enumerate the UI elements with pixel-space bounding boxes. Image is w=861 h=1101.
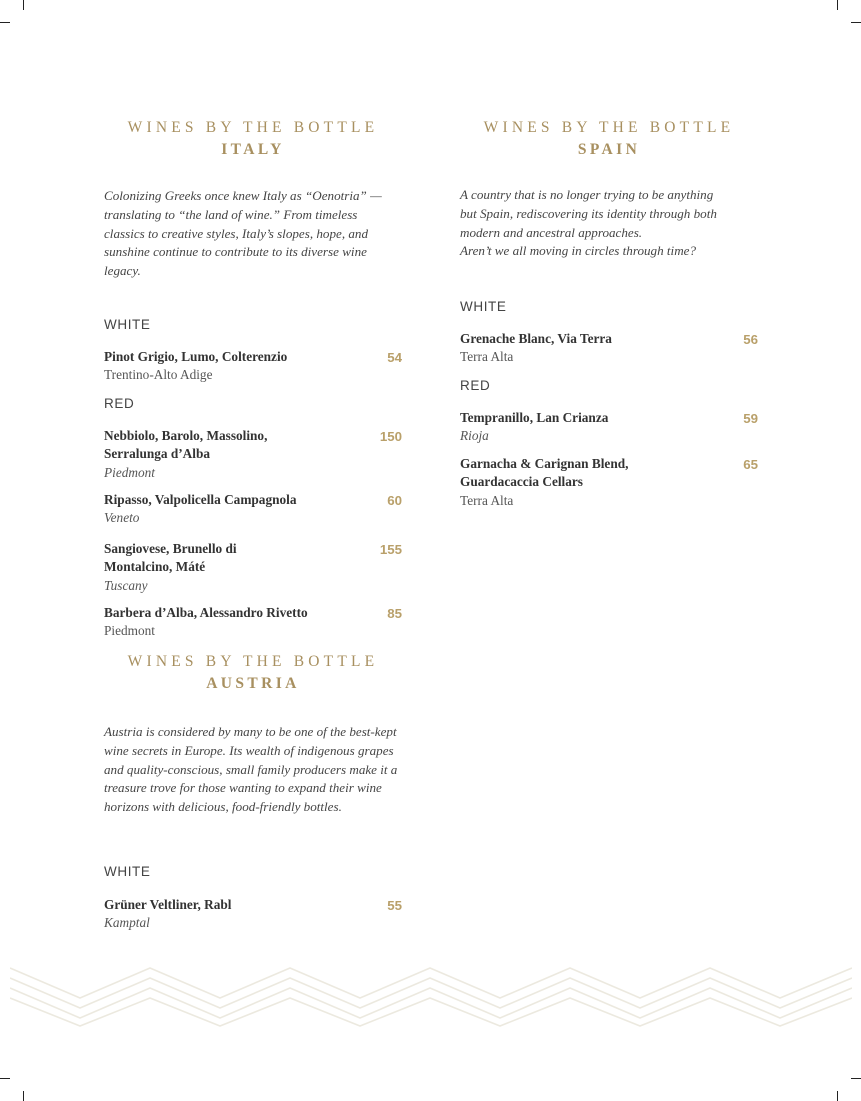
category-red: RED (460, 378, 491, 393)
wine-price: 55 (387, 898, 402, 913)
wine-name: Nebbiolo, Barolo, Massolino, Serralunga d’Alba (104, 428, 268, 462)
wine-region: Piedmont (104, 623, 155, 639)
wine-name: Barbera d’Alba, Alessandro Rivetto (104, 605, 308, 620)
wine-item (104, 896, 402, 933)
crop-mark (851, 1078, 861, 1079)
wine-item (104, 604, 402, 641)
section-spain (460, 117, 758, 517)
wine-price: 54 (387, 350, 402, 365)
category-red: RED (104, 396, 135, 411)
wine-region: Terra Alta (460, 349, 514, 365)
wine-price: 60 (387, 493, 402, 508)
section-kicker: WINES BY THE BOTTLE (483, 119, 735, 136)
intro-line: A country that is no longer trying to be anything (460, 187, 714, 202)
wine-item (104, 427, 402, 482)
wine-region: Terra Alta (460, 492, 514, 508)
wine-name: Sangiovese, Brunello di Montalcino, Máté (104, 541, 237, 575)
crop-mark (23, 0, 24, 10)
wine-price: 150 (379, 429, 402, 444)
wine-name: Grenache Blanc, Via Terra (460, 331, 612, 346)
crop-mark (0, 22, 10, 23)
wine-price: 56 (743, 332, 758, 347)
wine-item (104, 540, 402, 595)
wine-region: Piedmont (104, 464, 155, 480)
section-intro: Austria is considered by many to be one of the best-kept wine secrets in Europe. Its wealth of indigenous grapes and quality-conscious, small family producers make it a treasure trove for those wanting to expand their wine horizons with delicious, food-friendly bottles. (104, 724, 398, 815)
section-country: SPAIN (577, 141, 641, 158)
wine-region: Trentino-Alto Adige (104, 367, 213, 383)
wine-item (460, 330, 758, 367)
wine-name: Pinot Grigio, Lumo, Colterenzio (104, 349, 288, 364)
wine-price: 65 (743, 457, 758, 472)
section-austria (104, 651, 402, 941)
section-kicker: WINES BY THE BOTTLE (127, 653, 379, 670)
section-italy (104, 117, 402, 642)
section-heading (104, 651, 402, 695)
category-white: WHITE (104, 317, 151, 332)
wine-region: Kamptal (104, 915, 150, 931)
wine-item (460, 455, 758, 510)
wine-price: 59 (743, 411, 758, 426)
wine-region: Rioja (460, 428, 489, 444)
wine-region: Veneto (104, 510, 140, 526)
section-heading (460, 117, 758, 161)
decorative-chevron-band (10, 960, 852, 1030)
crop-mark (23, 1091, 24, 1101)
section-country: AUSTRIA (206, 675, 300, 692)
wine-item (460, 409, 758, 446)
intro-line: but Spain, rediscovering its identity through both (460, 205, 717, 221)
intro-line: modern and ancestral approaches. (460, 224, 643, 240)
section-kicker: WINES BY THE BOTTLE (127, 119, 379, 136)
wine-name: Tempranillo, Lan Crianza (460, 410, 609, 425)
category-white: WHITE (460, 299, 507, 314)
wine-item (104, 348, 402, 385)
crop-mark (837, 1091, 838, 1101)
section-intro (460, 186, 758, 261)
section-country: ITALY (221, 141, 285, 158)
section-heading (104, 117, 402, 161)
wine-name: Garnacha & Carignan Blend, Guardacaccia Cellars (460, 456, 629, 490)
section-intro: Colonizing Greeks once knew Italy as “Oenotria” — translating to “the land of wine.” From timeless classics to creative styles, Italy’s slopes, hope, and sunshine continue to contribute to its diverse wine legacy. (104, 188, 382, 279)
wine-name: Ripasso, Valpolicella Campagnola (104, 492, 297, 507)
intro-line: Aren’t we all moving in circles through time? (460, 243, 697, 259)
wine-price: 85 (387, 606, 402, 621)
crop-mark (0, 1078, 10, 1079)
crop-mark (851, 22, 861, 23)
chevron-lines (10, 968, 852, 1026)
wine-price: 155 (379, 542, 402, 557)
crop-mark (837, 0, 838, 10)
wine-region: Tuscany (104, 577, 148, 593)
wine-item (104, 491, 402, 528)
category-white: WHITE (104, 864, 151, 879)
wine-name: Grüner Veltliner, Rabl (104, 897, 232, 912)
